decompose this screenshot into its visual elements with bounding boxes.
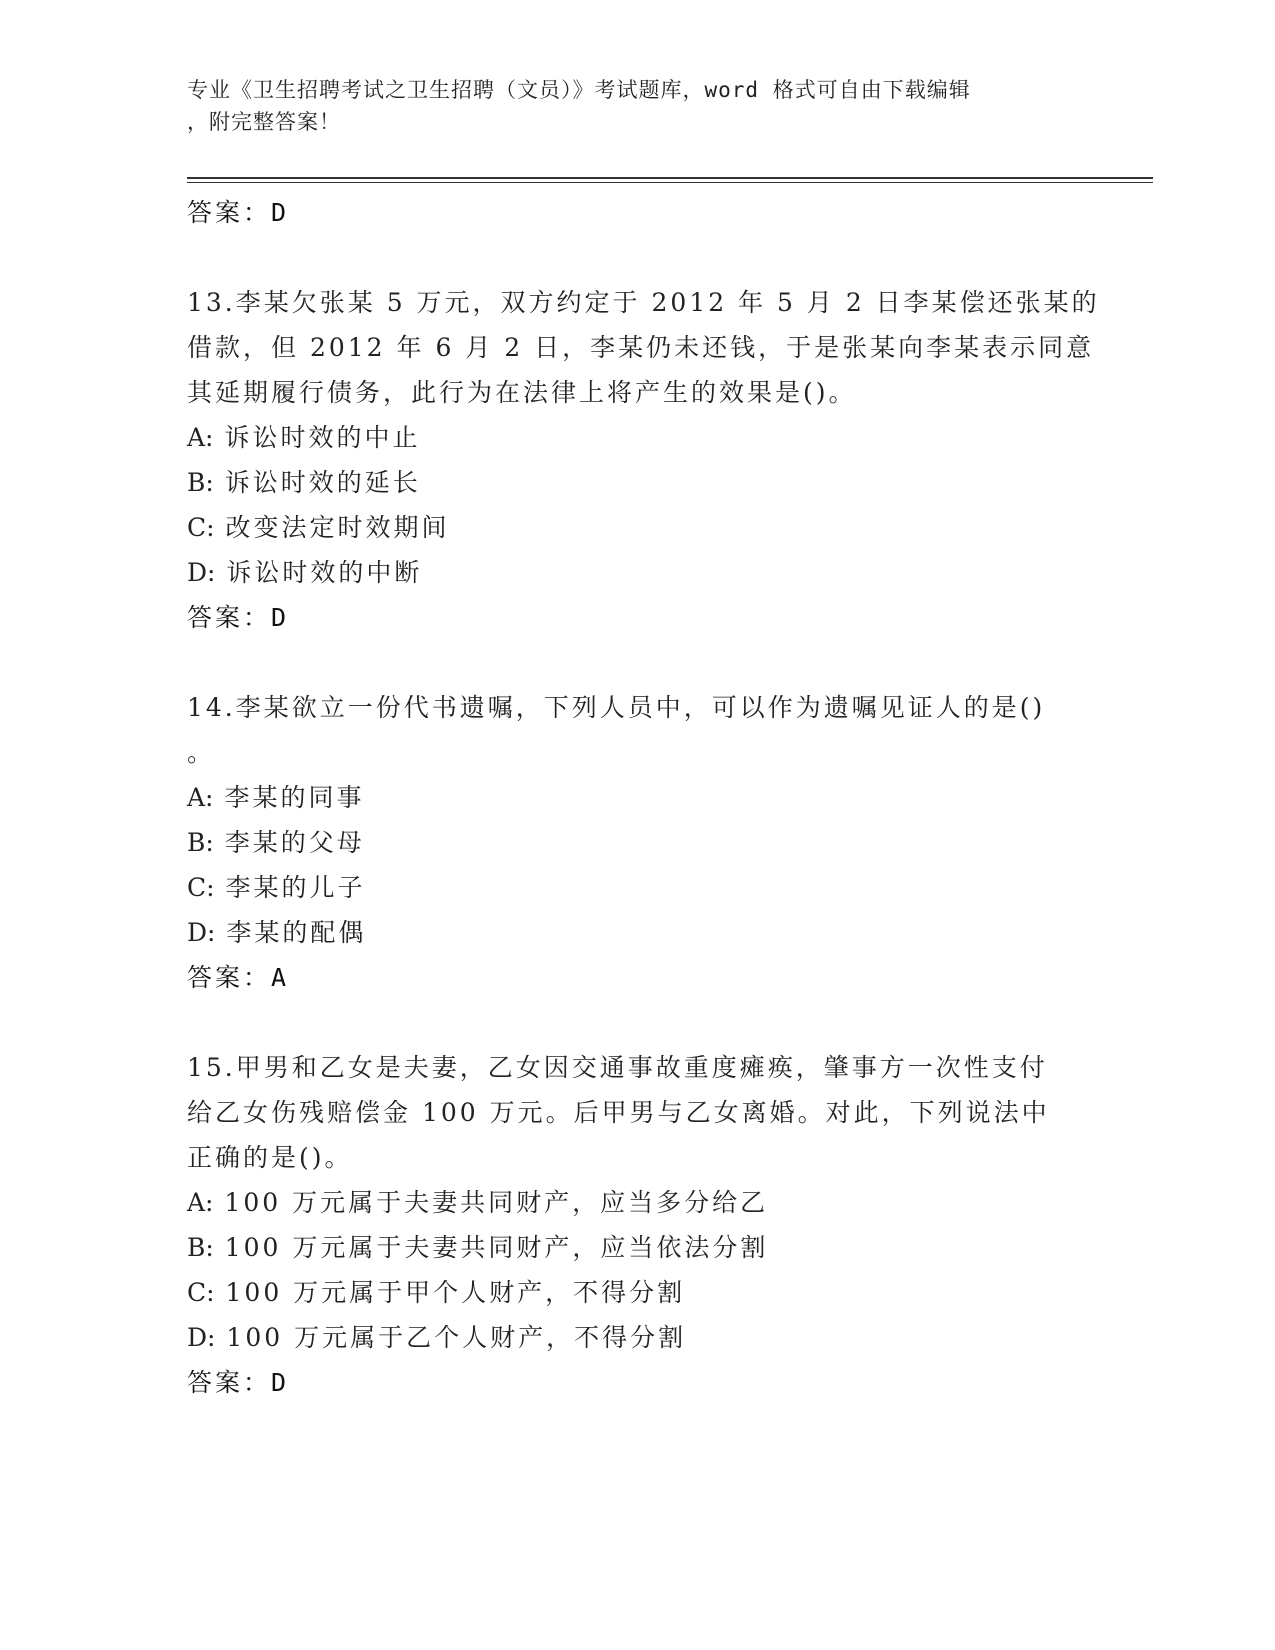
option-text: 李某的父母 (224, 828, 365, 857)
option-a (187, 415, 1087, 460)
spacer (187, 641, 1087, 685)
option-text: 诉讼时效的延长 (224, 468, 421, 497)
option-text: 改变法定时效期间 (225, 513, 450, 542)
option-key: C: (187, 1278, 215, 1307)
option-key: B: (187, 1233, 214, 1262)
option-text: 诉讼时效的中止 (224, 423, 421, 452)
option-key: D: (187, 918, 216, 947)
answer-line (187, 1360, 1087, 1406)
answer-value: D (271, 603, 287, 632)
option-text: 李某的同事 (224, 783, 365, 812)
answer-value: A (271, 963, 287, 992)
option-a (187, 1180, 1087, 1225)
answer-label: 答案： (187, 1368, 272, 1397)
option-b (187, 460, 1087, 505)
question-block (187, 685, 1087, 1001)
option-key: D: (187, 1323, 216, 1352)
answer-value: D (271, 1368, 287, 1397)
option-text: 100 万元属于夫妻共同财产，应当依法分割 (224, 1233, 769, 1262)
option-c (187, 505, 1087, 550)
answer-value: D (271, 198, 287, 227)
option-key: B: (187, 828, 214, 857)
option-d (187, 1315, 1087, 1360)
answer-line (187, 595, 1087, 641)
option-key: A: (187, 1188, 214, 1217)
option-key: D: (187, 558, 216, 587)
option-d (187, 910, 1087, 955)
option-key: A: (187, 423, 214, 452)
document-body (187, 190, 1100, 1406)
question-text-line: 借款，但 2012 年 6 月 2 日，李某仍未还钱，于是张某向李某表示同意 (187, 333, 1095, 362)
question-text-line: 给乙女伤残赔偿金 100 万元。后甲男与乙女离婚。对此，下列说法中 (187, 1098, 1050, 1127)
option-b (187, 820, 1087, 865)
header-divider-thick (187, 177, 1153, 179)
option-text: 李某的配偶 (226, 918, 367, 947)
option-text: 100 万元属于甲个人财产，不得分割 (225, 1278, 686, 1307)
option-a (187, 775, 1087, 820)
question-block (187, 280, 1100, 641)
option-key: C: (187, 873, 215, 902)
spacer (187, 236, 1087, 280)
option-text: 100 万元属于夫妻共同财产，应当多分给乙 (224, 1188, 769, 1217)
header-line-1: 专业《卫生招聘考试之卫生招聘（文员）》考试题库，word 格式可自由下载编辑 (187, 78, 971, 102)
option-c (187, 865, 1087, 910)
header-divider-thin (187, 182, 1153, 183)
option-key: C: (187, 513, 215, 542)
header-line-2: ，附完整答案！ (187, 110, 341, 134)
option-c (187, 1270, 1087, 1315)
question-block (187, 1045, 1087, 1406)
option-text: 诉讼时效的中断 (226, 558, 423, 587)
document-header (187, 74, 1087, 138)
answer-line (187, 190, 1087, 236)
answer-label: 答案： (187, 603, 272, 632)
option-d (187, 550, 1087, 595)
question-text-line: 15.甲男和乙女是夫妻，乙女因交通事故重度瘫痪，肇事方一次性支付 (187, 1053, 1048, 1082)
spacer (187, 1001, 1087, 1045)
answer-label: 答案： (187, 198, 272, 227)
option-text: 100 万元属于乙个人财产，不得分割 (226, 1323, 687, 1352)
question-text-line: 14.李某欲立一份代书遗嘱，下列人员中，可以作为遗嘱见证人的是() (187, 693, 1046, 722)
question-text-line: 其延期履行债务，此行为在法律上将产生的效果是()。 (187, 378, 857, 407)
question-text-line: 。 (187, 738, 216, 767)
option-key: B: (187, 468, 214, 497)
answer-line (187, 955, 1087, 1001)
answer-label: 答案： (187, 963, 272, 992)
option-b (187, 1225, 1087, 1270)
question-text-line: 13.李某欠张某 5 万元，双方约定于 2012 年 5 月 2 日李某偿还张某的 (187, 288, 1100, 317)
question-text-line: 正确的是()。 (187, 1143, 353, 1172)
option-text: 李某的儿子 (225, 873, 366, 902)
option-key: A: (187, 783, 214, 812)
